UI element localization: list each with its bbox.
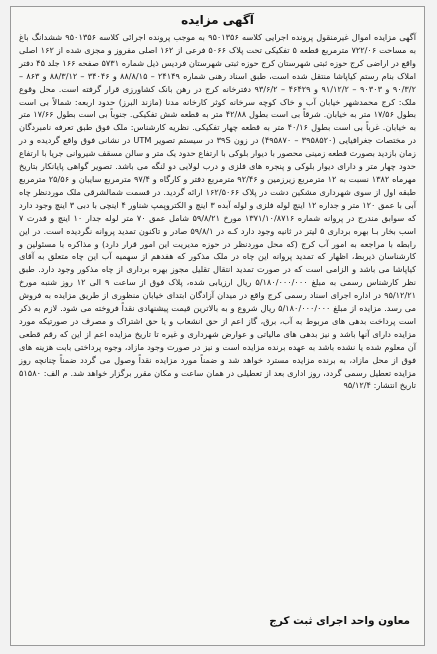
notice-signature: معاون واحد اجرای ثبت کرج <box>269 615 410 627</box>
notice-body-text: آگهی مزایده اموال غیرمنقول پرونده اجرایی کلاسه ۹۵۰۱۳۵۶ به موجب پرونده اجرائی کلاسه ۹۵۰۱۳۵۶ ششدانگ باغ به مساحت ۷۲۲/۰۶ مترمربع قطعه ۵ تفکیکی تحت پلاک ۵۰۶۶ فرعی از ۱۶۲ اصلی مفروز و مجزی شده از ۱۶۲ اصلی واقع در اراضی کرج حوزه ثبتی شهرستان کرج حوزه ثبتی شهرستان فردیس ذیل شماره ۵۷۳۱ صفحه ۱۶۶ جلد ۴۵ دفتر املاک بنام رستم کیاپاشا منتقل شده است، طبق اسناد رهنی شماره ۲۴۱۴۹ – ۸۸/۸/۱۵ و ۳۴۰۴۶ – ۸۸/۳/۱۲ و ۸۶۳ – ۹۰/۳/۲ و ۹۰۳۰۳ – ۹۱/۱۲/۲ و ۴۶۴۲۹ – ۹۳/۶/۲ دفترخانه کرج در رهن بانک کشاورزی قرار گرفته است. محل وقوع ملک: کرج محمدشهر خیابان آب و خاک کوچه سرخانه کوثر کارخانه مدنا (مازند البرز) حدود اربعه: شمالاً بی است بطول ۱۷/۵۶ متر به خیابان. شرقاً بی است بطول ۴۲/۸۸ متر به قطعه شش تفکیکی. جنوباً بی است بطول ۱۷/۶۶ متر به خیابان. غرباً بی است بطول ۴۰/۱۶ متر به قطعه چهار تفکیکی. نظریه کارشناس: ملک فوق طبق تعرفه نامبردگان در مختصات جغرافیایی (۳۹۵۸۵۲۰ – ۴۹۵۸۷۰) در زون ۳۹S در سیستم تصویر UTM در نشانی فوق واقع گردیده و در زمان بازدید بصورت قطعه زمینی محصور با دیوار بلوکی با ارتفاع حدود یک متر و سالن مسقف شیروانی جریا با ارتفاع حدود چهار متر و دارای دیوار بلوکی و پنجره های فلزی و درب لولایی دو لنگه می باشد. تصویر گواهی پایانکار بتاریخ مهرماه ۱۳۸۲ نسبت به ۱۲ مترمربع زیرزمین و ۹۲/۴۶ مترمربع دفتر و کارگاه و ۹۷/۴ مترمربع سایبان و ۲۵/۵۶ مترمربع طبقه اول از سوی شهرداری مشکین دشت در پلاک ۱۶۲/۵۰۶۶ ارائه گردید. در قسمت شمالشرقی ملک موردنظر چاه آبی با عمق ۱۲۰ متر و جداره ۱۲ اینچ لوله فلزی و لوله آبده ۳ اینچ و الکتروپمپ شناور ۴ اینچی با دبی ۳ اینچ وجود دارد که سوابق مندرج در پروانه شماره ۱۳۷۱/۱۰/۸۷۱۶ مورخ ۵۹/۸/۲۱ شامل عمق ۷۰ متر لوله جدار ۱۰ اینچ و قدرت ۷ اسب بخار بـا بهره برداری ۵ لیتر در ثانیه وجود دارد کـه در ۵۹/۸/۱ صادر و تاکنون تمدید پروانه نگردیده است. در این رابطه با مراجعه به امور آب کرج (که محل موردنظر در حوزه مدیریت این امور قرار دارد) و مذاکره با مسئولین و کارشناسان ذیربط، اظهار که تمدید پروانه این چاه در ملک مذکور که هفدهم از سهمیه آب این چاه متعلق به آقای کیاپاشا می باشد و الزامی است که در صورت تمدید انتقال تقلیل مجوز بهره برداری از چاه مذکور وجود دارد. طبق نظر کارشناس رسمی به مبلغ ۵/۱۸۰/۰۰۰/۰۰۰ ریال ارزیابی شده، پلاک فوق از ساعت ۹ الی ۱۲ روز شنبه مورخ ۹۵/۱۲/۲۱ در اداره اجرای اسناد رسمی کرج واقع در میدان آزادگان ابتدای خیابان منظوری از طریق مزایده به فروش می رسد. مزایده از مبلغ ۵/۱۸۰/۰۰۰/۰۰۰ ریال شروع و به بالاترین قیمت پیشنهادی نقداً فروخته می شود. لازم به ذکر است پرداخت بدهی های مربوط به آب، برق، گاز اعم از حق انشعاب و یا حق اشتراک و مصرف در صورتیکه مورد مزایده دارای آنها باشد و نیز بدهی های مالیاتی و عوارض شهرداری و غیره تا تاریخ مزایده اعم از این که رقم قطعی آن معلوم شده یا نشده باشد به عهده برنده مزایده است و نیز در صورت وجود مازاد، وجوه پرداختی بابت هزینه های فوق از محل مازاد، به برنده مزایده مسترد خواهد شد و ضمناً مورد مزایده نقداً وصول می گردد ضمناً چنانچه روز مزایده تعطیل رسمی گردد، روز اداری بعد از تعطیلی در همان ساعت و مکان مقرر برگزار خواهد شد. م الف: ۵۱۵۸۰ تاریخ انتشار: ۹۵/۱۲/۴ <box>19 32 417 391</box>
auction-notice <box>10 6 425 646</box>
notice-body <box>11 31 424 392</box>
notice-title: آگهی مزایده <box>181 13 254 27</box>
